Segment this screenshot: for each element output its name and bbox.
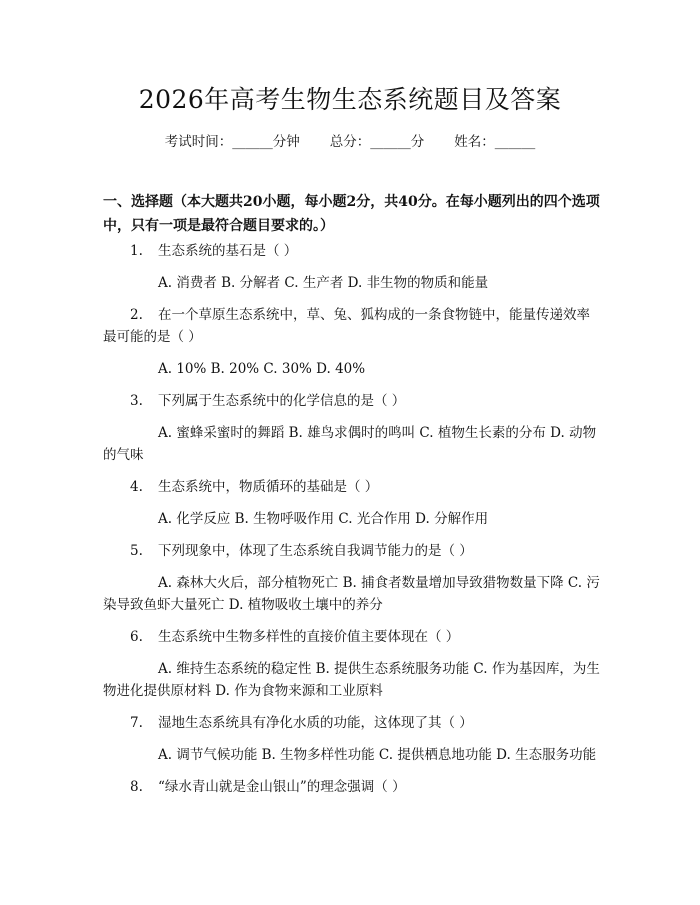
question-3: [103, 390, 603, 412]
question-text: 湿地生态系统具有净化水质的功能，这体现了其（ ）: [158, 715, 473, 731]
student-name-field: 姓名：______: [454, 134, 536, 150]
question-number: 6.: [130, 629, 143, 645]
question-text: “绿水青山就是金山银山”的理念强调（ ）: [158, 779, 406, 795]
question-1-options: A. 消费者 B. 分解者 C. 生产者 D. 非生物的物质和能量: [158, 275, 489, 291]
question-number: 8.: [130, 779, 143, 795]
question-text: 生态系统中，物质循环的基础是（ ）: [158, 479, 379, 495]
question-text: 下列属于生态系统中的化学信息的是（ ）: [158, 393, 406, 409]
section-heading: 一、选择题（本大题共20小题，每小题2分，共40分。在每小题列出的四个选项中，只有一项是最符合题目要求的。）: [103, 194, 600, 234]
question-number: 4.: [130, 479, 143, 495]
question-7: [103, 712, 603, 734]
exam-time-field: 考试时间：______分钟: [164, 134, 300, 150]
question-5: [103, 540, 603, 562]
question-3-options: A. 蜜蜂采蜜时的舞蹈 B. 雄鸟求偶时的鸣叫 C. 植物生长素的分布 D. 动物的气味: [103, 425, 597, 463]
question-5-options: A. 森林大火后，部分植物死亡 B. 捕食者数量增加导致猎物数量下降 C. 污染导致鱼虾大量死亡 D. 植物吸收土壤中的养分: [103, 575, 600, 613]
question-6: [103, 626, 603, 648]
question-7-options: A. 调节气候功能 B. 生物多样性功能 C. 提供栖息地功能 D. 生态服务功能: [158, 747, 597, 763]
question-6-options: A. 维持生态系统的稳定性 B. 提供生态系统服务功能 C. 作为基因库，为生物进化提供原材料 D. 作为食物来源和工业原料: [103, 661, 600, 699]
question-2-options: A. 10% B. 20% C. 30% D. 40%: [158, 361, 366, 377]
question-text: 生态系统中生物多样性的直接价值主要体现在（ ）: [158, 629, 460, 645]
question-8: [103, 776, 603, 798]
question-number: 3.: [130, 393, 143, 409]
question-text: 生态系统的基石是（ ）: [158, 243, 298, 259]
question-2: [103, 304, 603, 348]
question-4: [103, 476, 603, 498]
question-number: 1.: [130, 243, 143, 259]
document-title: 2026年高考生物生态系统题目及答案: [138, 85, 562, 114]
question-number: 5.: [130, 543, 143, 559]
question-number: 2.: [130, 307, 143, 323]
question-list: [103, 240, 603, 808]
question-text: 在一个草原生态系统中，草、兔、狐构成的一条食物链中，能量传递效率最可能的是（ ）: [103, 307, 590, 345]
question-1: [103, 240, 603, 262]
total-score-field: 总分：______分: [329, 134, 425, 150]
question-4-options: A. 化学反应 B. 生物呼吸作用 C. 光合作用 D. 分解作用: [158, 511, 489, 527]
question-number: 7.: [130, 715, 143, 731]
question-text: 下列现象中，体现了生态系统自我调节能力的是（ ）: [158, 543, 473, 559]
exam-info-line: [0, 130, 700, 150]
